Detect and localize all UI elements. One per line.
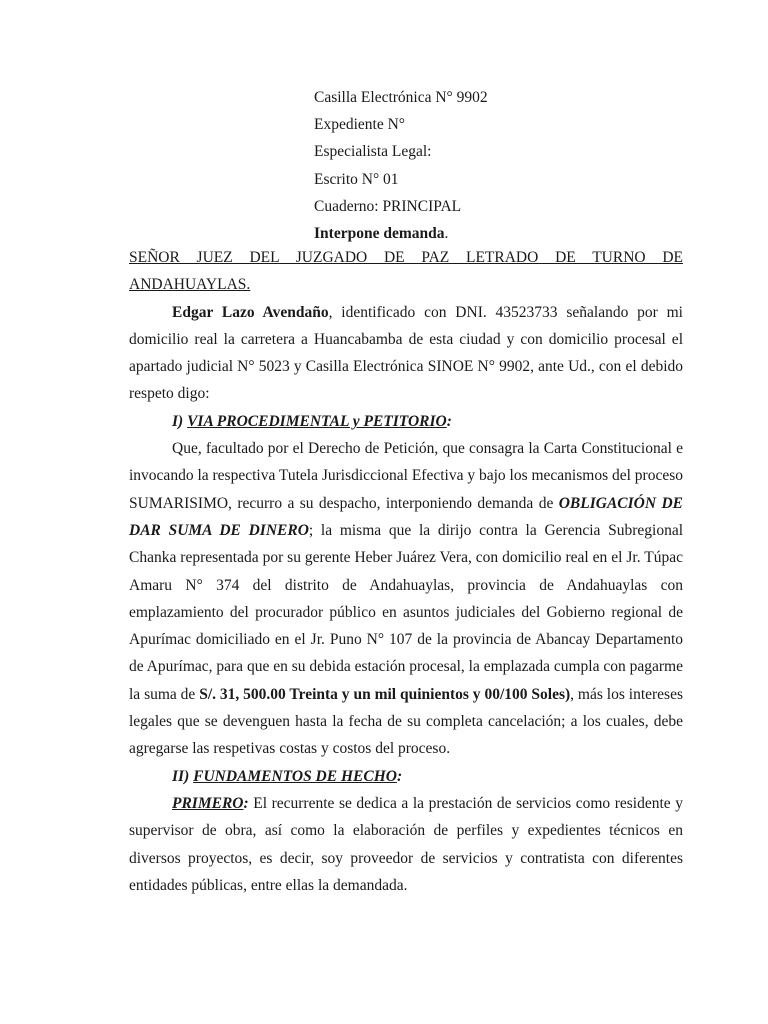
section-2-heading [129, 763, 683, 790]
claim-type: OBLIGACIÓN DE DAR SUMA DE DINERO [129, 494, 683, 539]
section-1-heading [129, 408, 683, 435]
intro-text: , identificado con DNI. 43523733 señalando por mi domicilio real la carretera a Huancabamba de esta ciudad y con domicilio procesal el apartado judicial N° 5023 y Casilla Electrónica SINOE N° 9902, ante Ud., con el debido respeto digo: [129, 303, 683, 403]
cuaderno-line: Cuaderno: PRINCIPAL [314, 197, 462, 215]
primero-text: El recurrente se dedica a la prestación de servicios como residente y supervisor de obra, así como la elaboración de perfiles y expedientes técnicos en diversos proyectos, es decir, soy proveedor de servicios y contratista con diferentes entidades públicas, entre ellas la demandada. [129, 794, 683, 894]
section-1-title: VIA PROCEDIMENTAL y PETITORIO [187, 412, 447, 430]
petitorio-text-3: , más los intereses legales que se devenguen hasta la fecha de su completa cancelación; a los cuales, debe agregarse las respetivas costas y costos del proceso. [129, 685, 683, 758]
petitorio-paragraph [129, 435, 683, 763]
primero-colon: : [243, 794, 249, 812]
expediente-line: Expediente N° [314, 116, 405, 134]
casilla-line: Casilla Electrónica N° 9902 [314, 89, 488, 106]
sumilla-period: . [444, 225, 449, 243]
intro-paragraph [129, 299, 683, 408]
primero-label: PRIMERO [172, 794, 244, 812]
plaintiff-name: Edgar Lazo Avendaño [172, 303, 329, 321]
sumilla-title: Interpone demanda [314, 225, 445, 243]
especialista-line: Especialista Legal: [314, 143, 432, 161]
section-2-colon: : [396, 767, 403, 785]
case-header [314, 84, 488, 247]
petitorio-text-2: ; la misma que la dirijo contra la Gerencia Subregional Chanka representada por su gerente Heber Juárez Vera, con domicilio real en el Jr. Túpac Amaru N° 374 del distrito de Andahuaylas, provincia de Andahuaylas con emplazamiento del procurador público en asuntos judiciales del Gobierno regional de Apurímac domiciliado en el Jr. Puno N° 107 de la provincia de Abancay Departamento de Apurímac, para que en su debida estación procesal, la emplazada cumpla con pagarme la suma de [129, 521, 683, 703]
primero-paragraph [129, 790, 683, 899]
addressee-line: SEÑOR JUEZ DEL JUZGADO DE PAZ LETRADO DE TURNO DE ANDAHUAYLAS. [129, 249, 683, 294]
section-2-number: II) [172, 767, 194, 785]
escrito-line: Escrito N° 01 [314, 170, 399, 188]
section-1-number: I) [172, 412, 188, 430]
petitorio-text-1: Que, facultado por el Derecho de Petición, que consagra la Carta Constitucional e invocando la respectiva Tutela Jurisdiccional Efectiva y bajo los mecanismos del proceso SUMARISIMO, recurro a su despacho, interponiendo demanda de [129, 440, 683, 512]
claim-amount: S/. 31, 500.00 Treinta y un mil quinientos y 00/100 Soles) [199, 685, 571, 703]
section-2-title: FUNDAMENTOS DE HECHO [193, 767, 397, 785]
document-body [129, 244, 683, 899]
section-1-colon: : [446, 412, 452, 430]
